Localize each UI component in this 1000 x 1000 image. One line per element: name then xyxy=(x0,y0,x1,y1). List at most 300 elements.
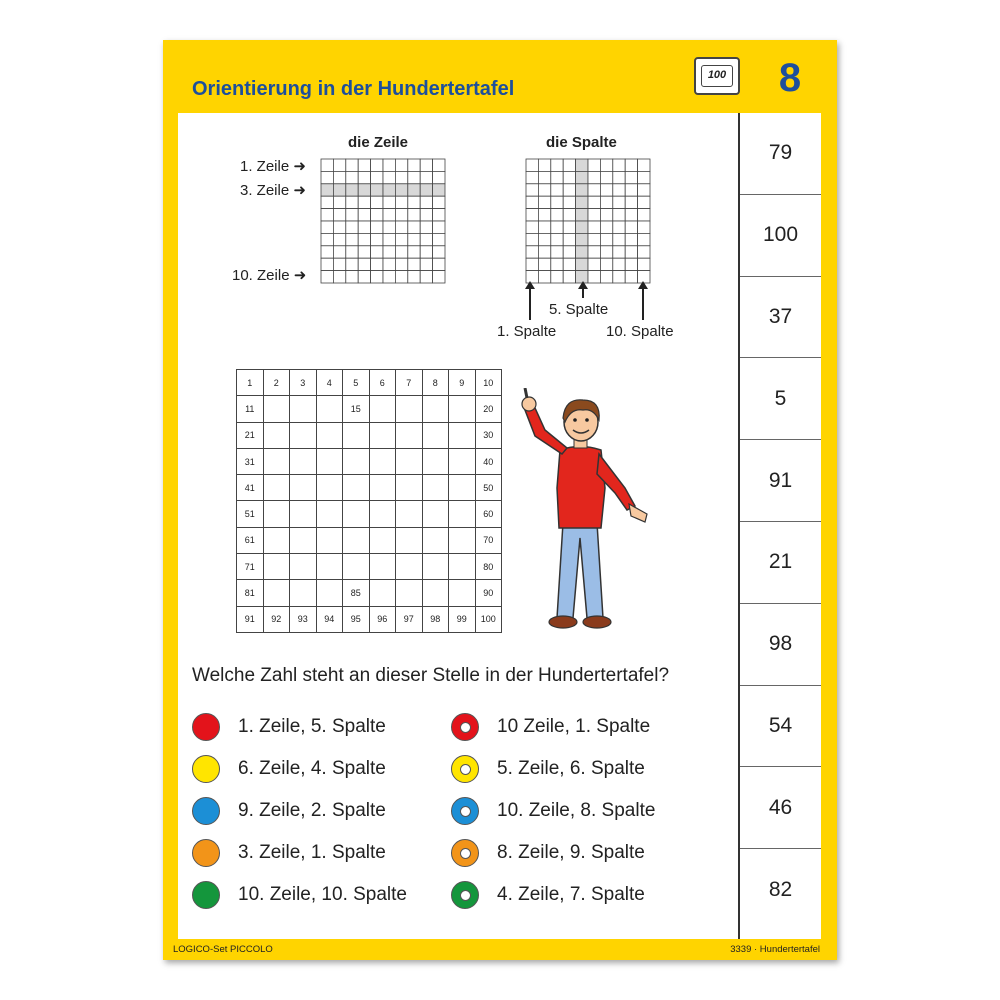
card-number: 8 xyxy=(778,56,802,100)
grid-cell xyxy=(408,196,420,208)
grid-cell xyxy=(433,209,445,221)
grid-cell xyxy=(383,209,395,221)
grid-cell xyxy=(563,258,575,270)
grid-cell xyxy=(420,233,432,245)
hundred-table-cell xyxy=(449,527,476,553)
grid-cell xyxy=(551,233,563,245)
hundred-table-cell xyxy=(316,554,343,580)
grid-cell xyxy=(588,184,600,196)
grid-cell xyxy=(433,233,445,245)
grid-cell xyxy=(638,233,650,245)
hundred-table-cell xyxy=(290,396,317,422)
task-item xyxy=(192,713,386,741)
grid-cell xyxy=(588,233,600,245)
grid-cell xyxy=(321,171,333,183)
hundred-board-icon: 100 xyxy=(694,57,740,95)
grid-cell xyxy=(408,159,420,171)
grid-cell xyxy=(420,159,432,171)
hundred-table-cell xyxy=(263,448,290,474)
hundred-table-row xyxy=(237,422,502,448)
color-dot-icon xyxy=(192,797,220,825)
grid-cell xyxy=(420,171,432,183)
grid-cell xyxy=(551,209,563,221)
grid-cell xyxy=(526,209,538,221)
grid-cell xyxy=(333,159,345,171)
hundred-table-row xyxy=(237,501,502,527)
hundred-table-cell xyxy=(316,422,343,448)
hundred-table-cell: 93 xyxy=(290,606,317,632)
grid-cell xyxy=(538,159,550,171)
grid-cell xyxy=(433,159,445,171)
hundred-table-cell xyxy=(343,527,370,553)
answer-cell: 98 xyxy=(740,604,821,686)
hundred-table-cell xyxy=(290,501,317,527)
grid-cell xyxy=(395,271,407,283)
grid-cell xyxy=(371,271,383,283)
arrow-up-icon xyxy=(525,281,535,320)
hundred-table-cell xyxy=(396,422,423,448)
grid-cell xyxy=(526,184,538,196)
task-label: 6. Zeile, 4. Spalte xyxy=(238,758,386,779)
grid-cell xyxy=(563,196,575,208)
grid-cell xyxy=(551,171,563,183)
hundred-table-cell xyxy=(263,501,290,527)
hundred-table-cell xyxy=(369,527,396,553)
grid-cell xyxy=(526,159,538,171)
row-label-third: 3. Zeile ➜ xyxy=(240,182,306,199)
grid-cell xyxy=(588,196,600,208)
grid-cell xyxy=(383,159,395,171)
hundred-table-cell: 3 xyxy=(290,370,317,396)
hundred-table-cell: 11 xyxy=(237,396,264,422)
hundred-table xyxy=(236,369,502,633)
color-dot-icon xyxy=(192,713,220,741)
row-diagram-title: die Zeile xyxy=(348,134,409,151)
hundred-table-cell xyxy=(449,580,476,606)
grid-cell xyxy=(420,221,432,233)
grid-cell xyxy=(625,159,637,171)
grid-cell xyxy=(333,171,345,183)
hundred-table-cell xyxy=(369,475,396,501)
task-item xyxy=(451,797,655,825)
grid-cell xyxy=(600,159,612,171)
color-dot-icon xyxy=(192,881,220,909)
grid-cell xyxy=(563,159,575,171)
grid-cell xyxy=(408,246,420,258)
hundred-table-cell: 70 xyxy=(475,527,502,553)
answer-cell: 37 xyxy=(740,277,821,359)
grid-cell xyxy=(613,184,625,196)
grid-cell xyxy=(563,171,575,183)
hundred-table-cell: 51 xyxy=(237,501,264,527)
grid-cell-highlighted xyxy=(576,196,588,208)
hundred-table-cell xyxy=(422,475,449,501)
grid-cell xyxy=(638,184,650,196)
grid-cell xyxy=(346,271,358,283)
grid-cell xyxy=(625,171,637,183)
grid-cell xyxy=(408,209,420,221)
hundred-table-cell xyxy=(290,448,317,474)
answer-cell: 100 xyxy=(740,195,821,277)
question-text: Welche Zahl steht an dieser Stelle in der Hundertertafel? xyxy=(192,665,670,686)
answer-cell: 46 xyxy=(740,767,821,849)
hundred-table-cell: 4 xyxy=(316,370,343,396)
grid-cell xyxy=(408,171,420,183)
task-item xyxy=(451,839,645,867)
grid-cell xyxy=(538,246,550,258)
grid-cell xyxy=(433,246,445,258)
grid-cell-highlighted xyxy=(576,246,588,258)
hundred-table-cell: 1 xyxy=(237,370,264,396)
task-label: 5. Zeile, 6. Spalte xyxy=(497,758,645,779)
grid-cell xyxy=(383,221,395,233)
hundred-table-cell xyxy=(316,580,343,606)
grid-cell xyxy=(526,246,538,258)
grid-cell xyxy=(538,196,550,208)
grid-cell xyxy=(433,221,445,233)
arrow-up-icon xyxy=(638,281,648,320)
hundred-table-cell xyxy=(422,396,449,422)
hundred-table-cell xyxy=(343,501,370,527)
hundred-table-cell xyxy=(422,554,449,580)
task-label: 3. Zeile, 1. Spalte xyxy=(238,842,386,863)
hundred-table-cell xyxy=(263,475,290,501)
task-label: 1. Zeile, 5. Spalte xyxy=(238,716,386,737)
grid-cell xyxy=(358,221,370,233)
grid-cell xyxy=(538,258,550,270)
grid-cell xyxy=(600,196,612,208)
hundred-table-cell xyxy=(290,422,317,448)
hundred-table-cell xyxy=(369,396,396,422)
grid-cell xyxy=(321,233,333,245)
hundred-table-row xyxy=(237,580,502,606)
hundred-table-cell xyxy=(396,448,423,474)
grid-cell xyxy=(551,196,563,208)
grid-cell xyxy=(346,258,358,270)
arrow-up-icon xyxy=(578,281,588,298)
grid-cell xyxy=(625,233,637,245)
grid-cell xyxy=(420,258,432,270)
task-item xyxy=(192,755,386,783)
column-label-fifth: 5. Spalte xyxy=(549,301,609,318)
grid-cell xyxy=(538,233,550,245)
grid-cell xyxy=(333,196,345,208)
hundred-table-cell xyxy=(422,448,449,474)
grid-cell xyxy=(551,184,563,196)
grid-cell xyxy=(600,209,612,221)
grid-cell xyxy=(588,209,600,221)
hundred-table-cell xyxy=(263,422,290,448)
grid-cell xyxy=(563,221,575,233)
hundred-table-cell: 99 xyxy=(449,606,476,632)
grid-cell xyxy=(638,159,650,171)
grid-cell xyxy=(613,233,625,245)
task-label: 9. Zeile, 2. Spalte xyxy=(238,800,386,821)
grid-cell xyxy=(638,171,650,183)
grid-cell xyxy=(346,209,358,221)
hundred-table-cell: 40 xyxy=(475,448,502,474)
page-title: Orientierung in der Hundertertafel xyxy=(192,78,515,100)
hundred-table-row xyxy=(237,606,502,632)
grid-cell xyxy=(538,171,550,183)
grid-cell xyxy=(526,233,538,245)
grid-cell xyxy=(346,221,358,233)
hundred-table-cell: 8 xyxy=(422,370,449,396)
grid-cell xyxy=(638,209,650,221)
hundred-table-cell xyxy=(290,554,317,580)
ring-dot-icon xyxy=(451,881,479,909)
grid-cell xyxy=(433,171,445,183)
grid-cell xyxy=(613,246,625,258)
hundred-table-cell xyxy=(449,554,476,580)
grid-cell-highlighted xyxy=(576,258,588,270)
grid-cell xyxy=(358,233,370,245)
ring-dot-icon xyxy=(451,839,479,867)
grid-cell xyxy=(600,184,612,196)
grid-cell xyxy=(588,159,600,171)
grid-cell xyxy=(638,258,650,270)
grid-cell xyxy=(600,258,612,270)
grid-cell xyxy=(613,258,625,270)
hundred-table-cell xyxy=(449,501,476,527)
grid-cell xyxy=(420,246,432,258)
hundred-table-row xyxy=(237,448,502,474)
grid-cell xyxy=(600,233,612,245)
grid-cell xyxy=(408,233,420,245)
hundred-table-cell: 98 xyxy=(422,606,449,632)
grid-cell xyxy=(321,246,333,258)
task-item xyxy=(192,839,386,867)
hundred-table-cell: 80 xyxy=(475,554,502,580)
grid-cell xyxy=(625,209,637,221)
hundred-table-row xyxy=(237,554,502,580)
grid-cell xyxy=(551,221,563,233)
grid-cell xyxy=(383,258,395,270)
grid-cell-highlighted xyxy=(576,221,588,233)
answer-cell: 82 xyxy=(768,878,793,902)
hundred-table-cell xyxy=(396,475,423,501)
grid-cell xyxy=(358,258,370,270)
hundred-table-cell xyxy=(316,527,343,553)
grid-cell xyxy=(408,271,420,283)
grid-cell xyxy=(600,246,612,258)
grid-cell xyxy=(395,221,407,233)
grid-cell-highlighted xyxy=(576,209,588,221)
hundred-table-cell: 2 xyxy=(263,370,290,396)
task-label: 10 Zeile, 1. Spalte xyxy=(497,716,651,737)
hundred-table-cell xyxy=(396,527,423,553)
grid-cell xyxy=(526,221,538,233)
hundred-table-cell: 60 xyxy=(475,501,502,527)
grid-cell xyxy=(321,159,333,171)
grid-cell xyxy=(613,221,625,233)
grid-cell-highlighted xyxy=(420,184,432,196)
answer-cell: 5 xyxy=(740,358,821,440)
grid-cell xyxy=(346,246,358,258)
grid-cell xyxy=(346,233,358,245)
grid-cell xyxy=(538,209,550,221)
grid-cell-highlighted xyxy=(358,184,370,196)
grid-cell xyxy=(371,221,383,233)
grid-cell xyxy=(371,258,383,270)
grid-cell xyxy=(358,209,370,221)
hundred-table-cell: 10 xyxy=(475,370,502,396)
grid-cell-highlighted xyxy=(408,184,420,196)
hundred-table-cell xyxy=(316,501,343,527)
grid-cell xyxy=(383,271,395,283)
grid-cell xyxy=(551,258,563,270)
grid-cell xyxy=(420,209,432,221)
hundred-table-cell: 91 xyxy=(237,606,264,632)
hundred-table-cell: 41 xyxy=(237,475,264,501)
task-item xyxy=(451,881,645,909)
grid-cell xyxy=(408,258,420,270)
hundred-table-cell xyxy=(396,501,423,527)
footer-right: 3339 · Hundertertafel xyxy=(730,944,820,955)
hundred-table-cell xyxy=(263,527,290,553)
grid-cell xyxy=(526,171,538,183)
grid-cell xyxy=(371,233,383,245)
boy-illustration xyxy=(505,388,655,633)
task-label: 4. Zeile, 7. Spalte xyxy=(497,884,645,905)
column-label-first: 1. Spalte xyxy=(497,323,557,340)
hundred-table-cell xyxy=(290,475,317,501)
grid-cell xyxy=(358,171,370,183)
grid-cell xyxy=(600,221,612,233)
task-item xyxy=(192,881,407,909)
hundred-table-cell: 96 xyxy=(369,606,396,632)
grid-cell-highlighted xyxy=(371,184,383,196)
grid-cell xyxy=(563,184,575,196)
grid-cell xyxy=(625,184,637,196)
grid-cell xyxy=(563,233,575,245)
grid-cell xyxy=(613,196,625,208)
grid-cell xyxy=(321,209,333,221)
grid-cell xyxy=(346,196,358,208)
hundred-table-cell: 61 xyxy=(237,527,264,553)
grid-cell-highlighted xyxy=(576,159,588,171)
grid-cell xyxy=(526,196,538,208)
grid-cell xyxy=(395,258,407,270)
row-label-tenth: 10. Zeile ➜ xyxy=(232,267,307,284)
grid-cell-highlighted xyxy=(576,171,588,183)
grid-cell xyxy=(538,184,550,196)
grid-cell xyxy=(358,159,370,171)
hundred-table-cell xyxy=(343,475,370,501)
grid-cell xyxy=(625,258,637,270)
grid-cell xyxy=(588,221,600,233)
grid-cell xyxy=(321,196,333,208)
grid-cell xyxy=(638,246,650,258)
answer-cell: 79 xyxy=(740,113,821,195)
grid-cell xyxy=(321,221,333,233)
grid-cell xyxy=(613,171,625,183)
hundred-table-cell: 50 xyxy=(475,475,502,501)
grid-cell-highlighted xyxy=(395,184,407,196)
grid-cell xyxy=(588,246,600,258)
hundred-table-cell: 21 xyxy=(237,422,264,448)
grid-cell xyxy=(551,159,563,171)
hundred-table-row xyxy=(237,370,502,396)
grid-cell xyxy=(395,209,407,221)
grid-cell xyxy=(371,171,383,183)
grid-cell xyxy=(333,271,345,283)
grid-cell xyxy=(395,246,407,258)
hundred-table-cell xyxy=(396,580,423,606)
hundred-table-cell xyxy=(449,448,476,474)
grid-cell xyxy=(433,258,445,270)
hundred-table-cell xyxy=(422,527,449,553)
grid-cell xyxy=(383,246,395,258)
hundred-table-row xyxy=(237,396,502,422)
hundred-table-cell: 30 xyxy=(475,422,502,448)
hundred-table-cell: 7 xyxy=(396,370,423,396)
hundred-table-cell xyxy=(263,580,290,606)
grid-cell xyxy=(395,171,407,183)
grid-cell-highlighted xyxy=(433,184,445,196)
hundred-table-row xyxy=(237,527,502,553)
column-label-tenth: 10. Spalte xyxy=(606,323,674,340)
grid-cell xyxy=(588,171,600,183)
hundred-table-cell xyxy=(369,554,396,580)
grid-cell xyxy=(526,258,538,270)
task-label: 10. Zeile, 8. Spalte xyxy=(497,800,656,821)
hundred-table-cell: 9 xyxy=(449,370,476,396)
ring-dot-icon xyxy=(451,713,479,741)
task-item xyxy=(451,755,645,783)
hundred-table-cell xyxy=(369,448,396,474)
grid-cell xyxy=(625,196,637,208)
grid-cell xyxy=(420,271,432,283)
grid-cell xyxy=(383,233,395,245)
task-label: 10. Zeile, 10. Spalte xyxy=(238,884,407,905)
hundred-table-cell: 81 xyxy=(237,580,264,606)
grid-cell xyxy=(321,271,333,283)
grid-cell xyxy=(346,171,358,183)
color-dot-icon xyxy=(192,755,220,783)
grid-cell xyxy=(333,233,345,245)
grid-cell xyxy=(625,221,637,233)
grid-cell xyxy=(371,209,383,221)
hundred-table-cell: 100 xyxy=(475,606,502,632)
grid-cell-highlighted xyxy=(321,184,333,196)
hundred-table-cell xyxy=(449,396,476,422)
grid-cell xyxy=(563,246,575,258)
answer-column xyxy=(738,113,821,939)
hundred-table-cell xyxy=(449,475,476,501)
grid-cell xyxy=(321,258,333,270)
hundred-table-cell xyxy=(422,422,449,448)
grid-cell xyxy=(395,233,407,245)
grid-cell xyxy=(395,159,407,171)
hundred-table-cell xyxy=(343,422,370,448)
grid-cell xyxy=(358,196,370,208)
grid-cell xyxy=(638,221,650,233)
hundred-table-cell xyxy=(316,448,343,474)
grid-cell xyxy=(613,209,625,221)
hundred-table-cell: 15 xyxy=(343,396,370,422)
hundred-table-cell xyxy=(369,501,396,527)
hundred-table-cell: 90 xyxy=(475,580,502,606)
hundred-table-cell: 71 xyxy=(237,554,264,580)
hundred-table-cell xyxy=(263,554,290,580)
hundred-table-cell: 97 xyxy=(396,606,423,632)
column-diagram-grid xyxy=(525,158,651,284)
hundred-table-cell xyxy=(343,554,370,580)
grid-cell xyxy=(346,159,358,171)
hundred-table-cell: 6 xyxy=(369,370,396,396)
grid-cell xyxy=(408,221,420,233)
